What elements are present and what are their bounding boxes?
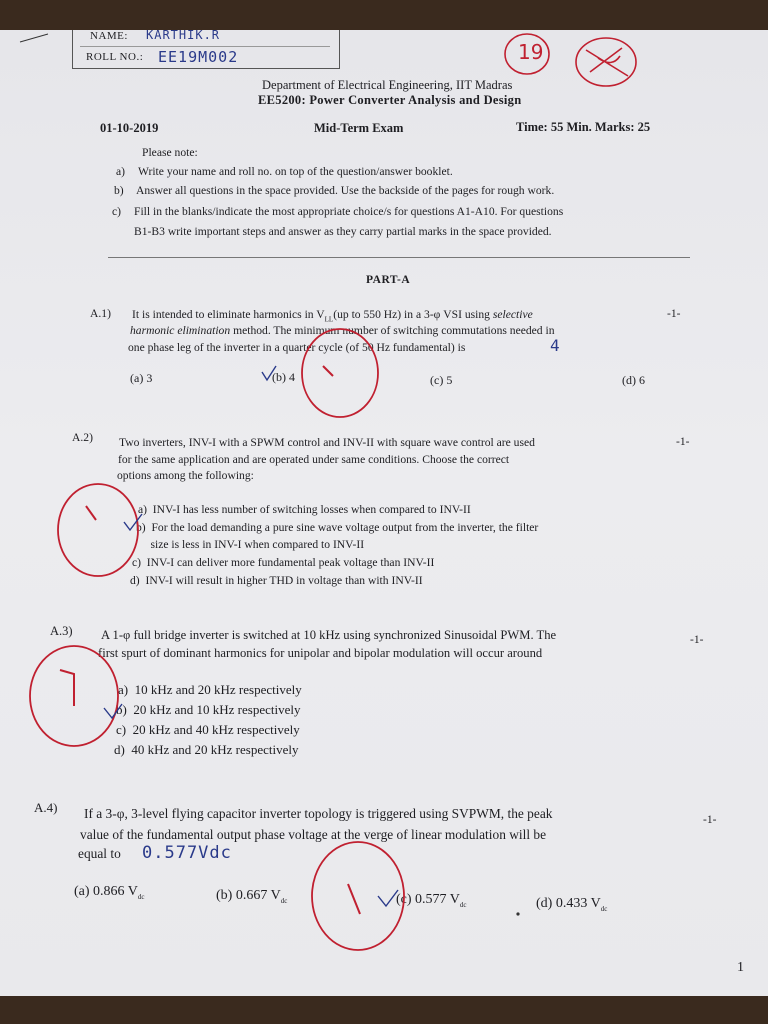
name-label: NAME:	[90, 30, 128, 42]
option-a: a) 10 kHz and 20 kHz respectively	[118, 682, 302, 697]
exam-page	[0, 30, 768, 996]
question-text: value of the fundamental output phase voltage at the verge of linear modulation will be	[80, 827, 547, 842]
score-circle	[505, 34, 549, 74]
option-d: (d) 6	[622, 373, 645, 387]
option-c: (c) 0.577 $V_{dc}$	[396, 892, 467, 909]
tick-mark	[104, 704, 122, 718]
roll-value: EE19M002	[158, 48, 239, 66]
question-marks: -1-	[690, 634, 704, 646]
course-title: EE5200: Power Converter Analysis and Design	[258, 93, 522, 107]
exam-date: 01-10-2019	[100, 121, 159, 135]
question-text: options among the following:	[117, 469, 254, 482]
note-prefix: b)	[114, 184, 124, 197]
score-mark	[60, 670, 74, 706]
score-mark	[86, 506, 96, 520]
question-number: A.4)	[34, 800, 58, 815]
notes-title: Please note:	[142, 146, 198, 159]
note-text: Answer all questions in the space provided. Use the backside of the pages for rough work.	[136, 184, 555, 197]
question-text: for the same application and are operated under same conditions. Choose the correct	[118, 453, 510, 466]
tick-mark	[124, 514, 142, 530]
option-c: (c) 5	[430, 373, 453, 387]
question-number: A.1)	[90, 307, 111, 320]
question-text: harmonic elimination method. The minimum number of switching commutations needed in	[130, 324, 555, 337]
option-b-cont: size is less in INV-I when compared to INV-II	[136, 538, 365, 551]
pen-annotations	[0, 30, 768, 996]
option-a: (a) 3	[130, 371, 153, 385]
question-marks: -1-	[667, 308, 681, 320]
name-value: KARTHIK.R	[146, 30, 221, 42]
page-number: 1	[737, 960, 744, 975]
score-mark	[348, 884, 360, 914]
total-score: 19	[518, 40, 544, 64]
department: Department of Electrical Engineering, IIT Madras	[262, 78, 513, 92]
note-prefix: a)	[116, 165, 126, 178]
note-text: B1-B3 write important steps and answer as they carry partial marks in the space provided.	[134, 225, 552, 238]
question-text: If a 3-φ, 3-level flying capacitor inverter topology is triggered using SVPWM, the peak	[84, 806, 553, 821]
option-c: c) 20 kHz and 40 kHz respectively	[116, 722, 300, 737]
option-b: b) For the load demanding a pure sine wave voltage output from the inverter, the filter	[136, 521, 539, 534]
question-text: first spurt of dominant harmonics for unipolar and bipolar modulation will occur around	[98, 646, 543, 660]
option-b: b) 20 kHz and 10 kHz respectively	[116, 702, 301, 717]
tick-mark	[378, 890, 398, 906]
tick-mark	[262, 366, 276, 380]
option-c: c) INV-I can deliver more fundamental peak voltage than INV-II	[132, 556, 435, 569]
question-text: It is intended to eliminate harmonics in $V_{LL}(up$ to 550 Hz) in a 3-φ VSI using selective	[132, 308, 533, 324]
corner-mark	[20, 34, 48, 42]
question-marks: -1-	[676, 436, 690, 448]
note-prefix: c)	[112, 205, 122, 218]
question-number: A.3)	[50, 624, 73, 638]
question-text: equal to	[78, 846, 121, 861]
option-d: (d) 0.433 $V_{dc}$	[536, 896, 608, 913]
roll-label: ROLL NO.:	[86, 51, 144, 63]
score-mark	[323, 366, 333, 376]
score-circle	[302, 329, 378, 417]
option-a: (a) 0.866 $V_{dc}$	[74, 884, 145, 901]
question-text: A 1-φ full bridge inverter is switched at 10 kHz using synchronized Sinusoidal PWM. The	[101, 628, 557, 642]
time-marks: Time: 55 Min. Marks: 25	[516, 120, 651, 134]
exam-name: Mid-Term Exam	[314, 121, 404, 135]
note-text: Fill in the blanks/indicate the most appropriate choice/s for questions A1-A10. For questions	[134, 205, 564, 218]
dot-mark	[516, 912, 519, 915]
option-a: a) INV-I has less number of switching losses when compared to INV-II	[138, 503, 471, 516]
question-text: Two inverters, INV-I with a SPWM control and INV-II with square wave control are used	[119, 436, 535, 449]
option-d: d) 40 kHz and 20 kHz respectively	[114, 742, 299, 757]
score-circle	[312, 842, 404, 950]
question-text: one phase leg of the inverter in a quarter cycle (of 50 Hz fundamental) is	[128, 341, 466, 354]
handwritten-answer: 0.577Vdc	[142, 843, 232, 863]
score-circle	[58, 484, 138, 576]
option-b: (b) 4	[272, 370, 295, 384]
question-marks: -1-	[703, 814, 717, 826]
part-title: PART-A	[366, 274, 411, 286]
option-d: d) INV-I will result in higher THD in voltage than with INV-II	[130, 574, 423, 587]
cross-out-scribble	[586, 48, 628, 76]
handwritten-answer: 4	[550, 336, 561, 355]
question-number: A.2)	[72, 431, 93, 444]
note-text: Write your name and roll no. on top of the question/answer booklet.	[138, 165, 453, 178]
option-b: (b) 0.667 $V_{dc}$	[216, 888, 288, 905]
